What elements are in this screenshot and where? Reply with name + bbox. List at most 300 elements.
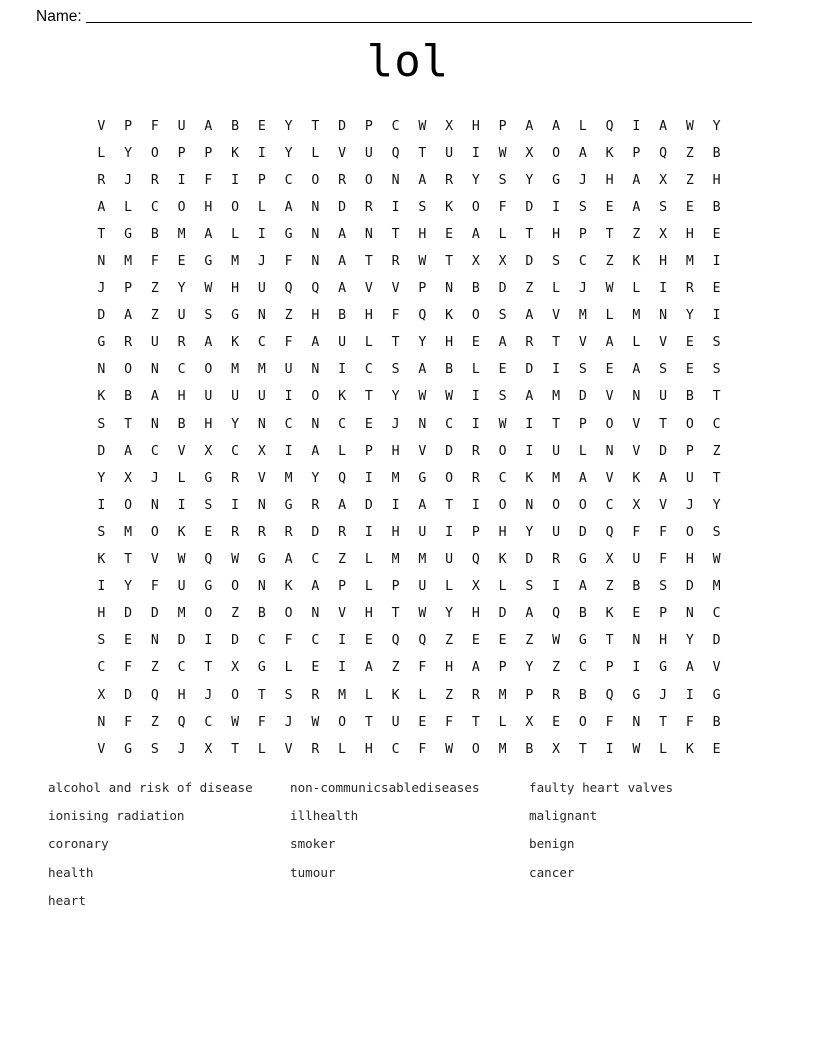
grid-cell[interactable]: L — [578, 118, 587, 134]
grid-cell[interactable]: C — [578, 660, 587, 676]
grid-cell[interactable]: K — [445, 199, 454, 215]
grid-cell[interactable]: Z — [231, 606, 240, 622]
grid-cell[interactable]: E — [712, 741, 721, 757]
grid-cell[interactable]: H — [685, 552, 694, 568]
grid-cell[interactable]: V — [177, 443, 186, 459]
grid-cell[interactable]: A — [498, 335, 507, 351]
grid-cell[interactable]: T — [659, 416, 668, 432]
grid-cell[interactable]: B — [712, 145, 721, 161]
grid-cell[interactable]: V — [659, 497, 668, 513]
grid-cell[interactable]: K — [338, 389, 347, 405]
grid-cell[interactable]: O — [150, 524, 159, 540]
grid-cell[interactable]: F — [391, 308, 400, 324]
grid-cell[interactable]: J — [204, 687, 213, 703]
grid-cell[interactable]: N — [311, 606, 320, 622]
grid-cell[interactable]: P — [364, 118, 373, 134]
grid-cell[interactable]: W — [685, 118, 694, 134]
grid-cell[interactable]: C — [311, 552, 320, 568]
grid-cell[interactable]: I — [231, 497, 240, 513]
grid-cell[interactable]: V — [257, 470, 266, 486]
grid-cell[interactable]: M — [257, 362, 266, 378]
grid-cell[interactable]: U — [685, 470, 694, 486]
grid-cell[interactable]: Y — [525, 660, 534, 676]
grid-cell[interactable]: C — [231, 443, 240, 459]
grid-cell[interactable]: Y — [712, 118, 721, 134]
grid-cell[interactable]: D — [124, 606, 133, 622]
grid-cell[interactable]: L — [578, 443, 587, 459]
grid-cell[interactable]: L — [124, 199, 133, 215]
grid-cell[interactable]: F — [605, 714, 614, 730]
grid-cell[interactable]: D — [231, 633, 240, 649]
grid-cell[interactable]: X — [97, 687, 106, 703]
grid-cell[interactable]: I — [257, 226, 266, 242]
grid-cell[interactable]: V — [391, 281, 400, 297]
grid-cell[interactable]: W — [552, 633, 561, 649]
grid-cell[interactable]: U — [177, 118, 186, 134]
grid-cell[interactable]: G — [124, 226, 133, 242]
grid-cell[interactable]: W — [445, 741, 454, 757]
grid-cell[interactable]: N — [632, 389, 641, 405]
grid-cell[interactable]: Z — [712, 443, 721, 459]
grid-cell[interactable]: K — [391, 687, 400, 703]
grid-cell[interactable]: A — [685, 660, 694, 676]
grid-cell[interactable]: Z — [685, 145, 694, 161]
grid-cell[interactable]: I — [525, 416, 534, 432]
grid-cell[interactable]: R — [338, 524, 347, 540]
grid-cell[interactable]: X — [659, 226, 668, 242]
grid-cell[interactable]: S — [659, 579, 668, 595]
grid-cell[interactable]: D — [525, 552, 534, 568]
grid-cell[interactable]: J — [284, 714, 293, 730]
grid-cell[interactable]: S — [97, 416, 106, 432]
grid-cell[interactable]: H — [471, 606, 480, 622]
grid-cell[interactable]: A — [525, 606, 534, 622]
grid-cell[interactable]: S — [418, 199, 427, 215]
grid-cell[interactable]: Y — [525, 524, 534, 540]
grid-cell[interactable]: L — [177, 470, 186, 486]
grid-cell[interactable]: X — [471, 254, 480, 270]
grid-cell[interactable]: C — [97, 660, 106, 676]
grid-cell[interactable]: B — [177, 416, 186, 432]
grid-cell[interactable]: T — [124, 416, 133, 432]
grid-cell[interactable]: C — [578, 254, 587, 270]
grid-cell[interactable]: I — [471, 416, 480, 432]
grid-cell[interactable]: N — [632, 714, 641, 730]
grid-cell[interactable]: R — [471, 687, 480, 703]
grid-cell[interactable]: T — [124, 552, 133, 568]
grid-cell[interactable]: O — [685, 416, 694, 432]
grid-cell[interactable]: T — [445, 254, 454, 270]
grid-cell[interactable]: T — [659, 714, 668, 730]
grid-cell[interactable]: Q — [284, 281, 293, 297]
grid-cell[interactable]: V — [632, 416, 641, 432]
grid-cell[interactable]: I — [364, 524, 373, 540]
grid-cell[interactable]: E — [605, 362, 614, 378]
grid-cell[interactable]: N — [150, 633, 159, 649]
grid-cell[interactable]: L — [659, 741, 668, 757]
grid-cell[interactable]: I — [632, 118, 641, 134]
grid-cell[interactable]: A — [204, 118, 213, 134]
grid-cell[interactable]: U — [391, 714, 400, 730]
grid-cell[interactable]: N — [97, 254, 106, 270]
grid-cell[interactable]: K — [231, 145, 240, 161]
grid-cell[interactable]: M — [338, 687, 347, 703]
grid-cell[interactable]: F — [204, 172, 213, 188]
word-list-item[interactable]: cancer — [529, 864, 575, 880]
grid-cell[interactable]: T — [97, 226, 106, 242]
grid-cell[interactable]: I — [445, 524, 454, 540]
grid-cell[interactable]: O — [311, 172, 320, 188]
grid-cell[interactable]: N — [311, 362, 320, 378]
grid-cell[interactable]: T — [204, 660, 213, 676]
grid-cell[interactable]: L — [364, 687, 373, 703]
grid-cell[interactable]: F — [445, 714, 454, 730]
grid-cell[interactable]: I — [632, 660, 641, 676]
grid-cell[interactable]: U — [418, 524, 427, 540]
grid-cell[interactable]: G — [204, 470, 213, 486]
word-list-item[interactable]: tumour — [290, 864, 336, 880]
grid-cell[interactable]: P — [498, 118, 507, 134]
grid-cell[interactable]: R — [124, 335, 133, 351]
grid-cell[interactable]: M — [124, 254, 133, 270]
grid-cell[interactable]: P — [124, 118, 133, 134]
grid-cell[interactable]: D — [445, 443, 454, 459]
grid-cell[interactable]: N — [418, 416, 427, 432]
grid-cell[interactable]: R — [552, 687, 561, 703]
grid-cell[interactable]: U — [552, 524, 561, 540]
grid-cell[interactable]: D — [578, 389, 587, 405]
grid-cell[interactable]: W — [418, 254, 427, 270]
grid-cell[interactable]: E — [445, 226, 454, 242]
grid-cell[interactable]: A — [204, 226, 213, 242]
grid-cell[interactable]: A — [338, 497, 347, 513]
grid-cell[interactable]: R — [364, 199, 373, 215]
grid-cell[interactable]: R — [471, 470, 480, 486]
grid-cell[interactable]: A — [659, 118, 668, 134]
grid-cell[interactable]: M — [498, 741, 507, 757]
grid-cell[interactable]: A — [124, 308, 133, 324]
grid-cell[interactable]: I — [284, 389, 293, 405]
grid-cell[interactable]: Y — [124, 145, 133, 161]
grid-cell[interactable]: R — [311, 741, 320, 757]
grid-cell[interactable]: M — [552, 470, 561, 486]
grid-cell[interactable]: Y — [231, 416, 240, 432]
grid-cell[interactable]: W — [445, 389, 454, 405]
grid-cell[interactable]: S — [525, 579, 534, 595]
grid-cell[interactable]: I — [525, 443, 534, 459]
grid-cell[interactable]: T — [257, 687, 266, 703]
grid-cell[interactable]: E — [364, 416, 373, 432]
grid-cell[interactable]: U — [177, 308, 186, 324]
grid-cell[interactable]: X — [632, 497, 641, 513]
grid-cell[interactable]: W — [418, 118, 427, 134]
grid-cell[interactable]: U — [150, 335, 159, 351]
grid-cell[interactable]: J — [124, 172, 133, 188]
grid-cell[interactable]: X — [659, 172, 668, 188]
grid-cell[interactable]: T — [578, 741, 587, 757]
grid-cell[interactable]: G — [284, 226, 293, 242]
grid-cell[interactable]: O — [204, 362, 213, 378]
grid-cell[interactable]: C — [257, 633, 266, 649]
grid-cell[interactable]: A — [311, 443, 320, 459]
grid-cell[interactable]: G — [204, 579, 213, 595]
grid-cell[interactable]: G — [712, 687, 721, 703]
grid-cell[interactable]: V — [150, 552, 159, 568]
grid-cell[interactable]: W — [418, 606, 427, 622]
grid-cell[interactable]: W — [498, 416, 507, 432]
grid-cell[interactable]: A — [471, 660, 480, 676]
grid-cell[interactable]: P — [498, 660, 507, 676]
grid-cell[interactable]: D — [525, 362, 534, 378]
grid-cell[interactable]: Q — [605, 687, 614, 703]
grid-cell[interactable]: B — [712, 199, 721, 215]
grid-cell[interactable]: A — [525, 389, 534, 405]
grid-cell[interactable]: I — [685, 687, 694, 703]
grid-cell[interactable]: C — [311, 633, 320, 649]
grid-cell[interactable]: Q — [552, 606, 561, 622]
grid-cell[interactable]: N — [257, 308, 266, 324]
grid-cell[interactable]: K — [685, 741, 694, 757]
grid-cell[interactable]: B — [231, 118, 240, 134]
grid-cell[interactable]: O — [311, 389, 320, 405]
grid-cell[interactable]: S — [712, 362, 721, 378]
grid-cell[interactable]: U — [177, 579, 186, 595]
grid-cell[interactable]: A — [338, 281, 347, 297]
grid-cell[interactable]: S — [659, 362, 668, 378]
grid-cell[interactable]: H — [659, 254, 668, 270]
grid-cell[interactable]: F — [150, 254, 159, 270]
grid-cell[interactable]: A — [525, 118, 534, 134]
grid-cell[interactable]: A — [97, 199, 106, 215]
grid-cell[interactable]: T — [364, 389, 373, 405]
grid-cell[interactable]: B — [712, 714, 721, 730]
grid-cell[interactable]: I — [204, 633, 213, 649]
grid-cell[interactable]: M — [391, 552, 400, 568]
grid-cell[interactable]: O — [231, 687, 240, 703]
grid-cell[interactable]: R — [471, 443, 480, 459]
grid-cell[interactable]: Y — [284, 145, 293, 161]
grid-cell[interactable]: O — [578, 714, 587, 730]
grid-cell[interactable]: X — [445, 118, 454, 134]
grid-cell[interactable]: M — [498, 687, 507, 703]
grid-cell[interactable]: E — [257, 118, 266, 134]
grid-cell[interactable]: F — [284, 254, 293, 270]
grid-cell[interactable]: O — [124, 497, 133, 513]
grid-cell[interactable]: E — [685, 335, 694, 351]
grid-cell[interactable]: U — [204, 389, 213, 405]
grid-cell[interactable]: L — [498, 226, 507, 242]
grid-cell[interactable]: A — [418, 172, 427, 188]
grid-cell[interactable]: V — [578, 335, 587, 351]
grid-cell[interactable]: Z — [445, 633, 454, 649]
grid-cell[interactable]: W — [418, 389, 427, 405]
grid-cell[interactable]: Y — [177, 281, 186, 297]
grid-cell[interactable]: R — [311, 687, 320, 703]
grid-cell[interactable]: J — [257, 254, 266, 270]
grid-cell[interactable]: B — [578, 687, 587, 703]
grid-cell[interactable]: H — [204, 199, 213, 215]
grid-cell[interactable]: P — [632, 145, 641, 161]
grid-cell[interactable]: Q — [418, 308, 427, 324]
grid-cell[interactable]: W — [712, 552, 721, 568]
grid-cell[interactable]: I — [391, 497, 400, 513]
grid-cell[interactable]: M — [632, 308, 641, 324]
word-list-item[interactable]: heart — [48, 892, 86, 908]
word-list-item[interactable]: alcohol and risk of disease — [48, 780, 253, 795]
grid-cell[interactable]: R — [525, 335, 534, 351]
grid-cell[interactable]: A — [150, 389, 159, 405]
grid-cell[interactable]: V — [338, 606, 347, 622]
grid-cell[interactable]: T — [364, 254, 373, 270]
grid-cell[interactable]: S — [284, 687, 293, 703]
grid-cell[interactable]: V — [97, 741, 106, 757]
grid-cell[interactable]: I — [712, 254, 721, 270]
grid-cell[interactable]: I — [552, 579, 561, 595]
grid-cell[interactable]: I — [471, 497, 480, 513]
grid-cell[interactable]: U — [445, 145, 454, 161]
grid-cell[interactable]: S — [391, 362, 400, 378]
grid-cell[interactable]: L — [418, 687, 427, 703]
grid-cell[interactable]: H — [685, 226, 694, 242]
grid-cell[interactable]: K — [605, 145, 614, 161]
grid-cell[interactable]: K — [525, 470, 534, 486]
grid-cell[interactable]: L — [338, 741, 347, 757]
grid-cell[interactable]: Y — [445, 606, 454, 622]
word-list-item[interactable]: ionising radiation — [48, 808, 185, 824]
grid-cell[interactable]: E — [685, 199, 694, 215]
grid-cell[interactable]: Q — [471, 552, 480, 568]
grid-cell[interactable]: T — [391, 606, 400, 622]
grid-cell[interactable]: W — [204, 281, 213, 297]
grid-cell[interactable]: N — [257, 579, 266, 595]
grid-cell[interactable]: F — [124, 714, 133, 730]
grid-cell[interactable]: C — [257, 335, 266, 351]
grid-cell[interactable]: Z — [552, 660, 561, 676]
grid-cell[interactable]: X — [257, 443, 266, 459]
grid-cell[interactable]: J — [578, 281, 587, 297]
grid-cell[interactable]: T — [445, 497, 454, 513]
grid-cell[interactable]: R — [685, 281, 694, 297]
grid-cell[interactable]: O — [124, 362, 133, 378]
grid-cell[interactable]: L — [257, 199, 266, 215]
grid-cell[interactable]: N — [525, 497, 534, 513]
grid-cell[interactable]: L — [632, 281, 641, 297]
grid-cell[interactable]: C — [150, 443, 159, 459]
grid-cell[interactable]: A — [204, 335, 213, 351]
grid-cell[interactable]: H — [659, 633, 668, 649]
grid-cell[interactable]: B — [685, 389, 694, 405]
grid-cell[interactable]: K — [97, 552, 106, 568]
word-list-item[interactable]: non-communicsablediseases — [290, 780, 480, 795]
grid-cell[interactable]: T — [311, 118, 320, 134]
grid-cell[interactable]: T — [418, 145, 427, 161]
grid-cell[interactable]: D — [97, 308, 106, 324]
grid-cell[interactable]: L — [632, 335, 641, 351]
grid-cell[interactable]: Y — [391, 389, 400, 405]
grid-cell[interactable]: I — [364, 470, 373, 486]
grid-cell[interactable]: I — [471, 145, 480, 161]
grid-cell[interactable]: G — [231, 308, 240, 324]
grid-cell[interactable]: P — [177, 145, 186, 161]
grid-cell[interactable]: I — [177, 497, 186, 513]
grid-cell[interactable]: J — [391, 416, 400, 432]
grid-cell[interactable]: P — [204, 145, 213, 161]
grid-cell[interactable]: C — [177, 660, 186, 676]
grid-cell[interactable]: I — [338, 362, 347, 378]
grid-cell[interactable]: W — [632, 741, 641, 757]
grid-cell[interactable]: Z — [338, 552, 347, 568]
grid-cell[interactable]: Q — [150, 687, 159, 703]
grid-cell[interactable]: T — [391, 335, 400, 351]
grid-cell[interactable]: D — [338, 199, 347, 215]
grid-cell[interactable]: N — [445, 281, 454, 297]
grid-cell[interactable]: M — [418, 552, 427, 568]
grid-cell[interactable]: X — [231, 660, 240, 676]
grid-cell[interactable]: D — [364, 497, 373, 513]
grid-cell[interactable]: D — [177, 633, 186, 649]
grid-cell[interactable]: M — [231, 254, 240, 270]
grid-cell[interactable]: N — [311, 254, 320, 270]
grid-cell[interactable]: J — [578, 172, 587, 188]
grid-cell[interactable]: G — [257, 552, 266, 568]
grid-cell[interactable]: H — [177, 687, 186, 703]
grid-cell[interactable]: K — [445, 308, 454, 324]
grid-cell[interactable]: A — [552, 118, 561, 134]
grid-cell[interactable]: T — [364, 714, 373, 730]
grid-cell[interactable]: I — [177, 172, 186, 188]
grid-cell[interactable]: U — [257, 389, 266, 405]
grid-cell[interactable]: Q — [204, 552, 213, 568]
grid-cell[interactable]: I — [257, 145, 266, 161]
grid-cell[interactable]: I — [284, 443, 293, 459]
grid-cell[interactable]: N — [391, 172, 400, 188]
word-list-item[interactable]: coronary — [48, 836, 109, 852]
grid-cell[interactable]: O — [552, 145, 561, 161]
grid-cell[interactable]: N — [257, 497, 266, 513]
grid-cell[interactable]: L — [231, 226, 240, 242]
word-list-item[interactable]: faulty heart valves — [529, 780, 674, 795]
grid-cell[interactable]: W — [231, 714, 240, 730]
grid-cell[interactable]: R — [257, 524, 266, 540]
grid-cell[interactable]: E — [552, 714, 561, 730]
grid-cell[interactable]: A — [471, 226, 480, 242]
grid-cell[interactable]: Z — [391, 660, 400, 676]
grid-cell[interactable]: M — [391, 470, 400, 486]
grid-cell[interactable]: G — [97, 335, 106, 351]
grid-cell[interactable]: C — [364, 362, 373, 378]
grid-cell[interactable]: C — [150, 199, 159, 215]
grid-cell[interactable]: S — [712, 524, 721, 540]
grid-cell[interactable]: T — [552, 335, 561, 351]
grid-cell[interactable]: G — [578, 552, 587, 568]
grid-cell[interactable]: H — [445, 335, 454, 351]
grid-cell[interactable]: N — [685, 606, 694, 622]
grid-cell[interactable]: P — [578, 226, 587, 242]
grid-cell[interactable]: O — [471, 199, 480, 215]
grid-cell[interactable]: A — [284, 199, 293, 215]
grid-cell[interactable]: F — [150, 579, 159, 595]
grid-cell[interactable]: L — [498, 579, 507, 595]
grid-cell[interactable]: N — [150, 416, 159, 432]
grid-cell[interactable]: F — [659, 552, 668, 568]
grid-cell[interactable]: G — [552, 172, 561, 188]
grid-cell[interactable]: B — [124, 389, 133, 405]
grid-cell[interactable]: T — [391, 226, 400, 242]
grid-cell[interactable]: C — [284, 416, 293, 432]
grid-cell[interactable]: J — [685, 497, 694, 513]
grid-cell[interactable]: E — [177, 254, 186, 270]
grid-cell[interactable]: H — [364, 308, 373, 324]
